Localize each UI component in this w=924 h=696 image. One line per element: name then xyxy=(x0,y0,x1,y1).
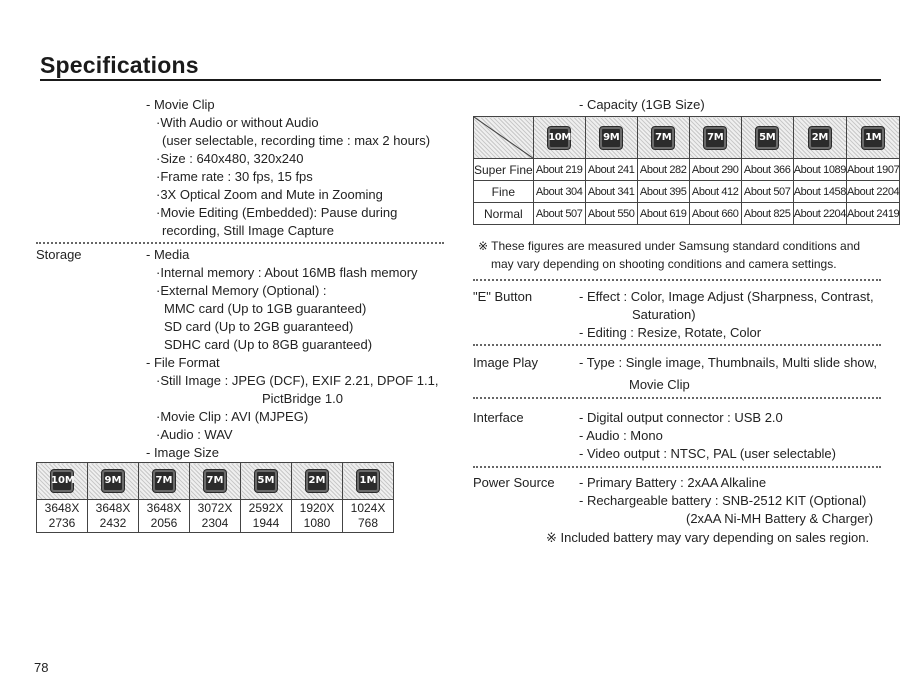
capacity-cell: About 507 xyxy=(533,203,585,225)
capacity-note: may vary depending on shooting conditions and camera settings. xyxy=(491,257,837,271)
capacity-cell: About 1089 xyxy=(793,159,846,181)
quality-label: Fine xyxy=(474,181,534,203)
resolution-7m-icon: 7M xyxy=(704,127,726,149)
power-source-line: - Primary Battery : 2xAA Alkaline xyxy=(579,475,767,490)
resolution-7m-wide-icon: 7M xyxy=(652,127,674,149)
capacity-cell: About 507 xyxy=(741,181,793,203)
media-line: SDHC card (Up to 8GB guaranteed) xyxy=(164,337,373,352)
media-line: ·External Memory (Optional) : xyxy=(156,283,327,298)
movie-clip-line: ·Movie Editing (Embedded): Pause during xyxy=(156,205,398,220)
power-source-line: - Rechargeable battery : SNB-2512 KIT (Optional) xyxy=(579,493,867,508)
image-width: 1920X xyxy=(299,501,335,515)
capacity-cell: About 825 xyxy=(741,203,793,225)
file-format-line: PictBridge 1.0 xyxy=(262,391,343,406)
resolution-1m-icon: 1M xyxy=(862,127,884,149)
capacity-cell: About 1458 xyxy=(793,181,846,203)
interface-line: - Audio : Mono xyxy=(579,428,663,443)
section-divider xyxy=(473,397,881,399)
image-height: 768 xyxy=(357,516,379,530)
resolution-7m-wide-icon: 7M xyxy=(153,470,175,492)
file-format-heading: - File Format xyxy=(146,355,220,370)
image-height: 2056 xyxy=(150,516,178,530)
image-play-line: - Type : Single image, Thumbnails, Multi slide show, xyxy=(579,355,877,370)
power-source-line: (2xAA Ni-MH Battery & Charger) xyxy=(686,511,874,526)
image-size-heading: - Image Size xyxy=(146,445,219,460)
resolution-10m-icon: 10M xyxy=(548,127,570,149)
resolution-1m-icon: 1M xyxy=(357,470,379,492)
movie-clip-line: recording, Still Image Capture xyxy=(162,223,334,238)
quality-label: Super Fine xyxy=(474,159,534,181)
capacity-cell: About 304 xyxy=(533,181,585,203)
title-underline xyxy=(40,79,881,81)
image-width: 3072X xyxy=(197,501,233,515)
file-format-line: ·Movie Clip : AVI (MJPEG) xyxy=(156,409,309,424)
image-width: 3648X xyxy=(44,501,80,515)
capacity-cell: About 282 xyxy=(637,159,689,181)
interface-line: - Video output : NTSC, PAL (user selectable) xyxy=(579,446,836,461)
resolution-5m-icon: 5M xyxy=(756,127,778,149)
e-button-line: - Editing : Resize, Rotate, Color xyxy=(579,325,762,340)
resolution-9m-icon: 9M xyxy=(600,127,622,149)
image-width: 2592X xyxy=(248,501,284,515)
media-heading: - Media xyxy=(146,247,190,262)
image-height: 1944 xyxy=(252,516,280,530)
image-play-line: Movie Clip xyxy=(629,377,690,392)
capacity-cell: About 290 xyxy=(689,159,741,181)
section-divider xyxy=(473,466,881,468)
movie-clip-line: ·Frame rate : 30 fps, 15 fps xyxy=(156,169,313,184)
e-button-label: "E" Button xyxy=(473,289,533,304)
section-divider xyxy=(36,242,444,244)
quality-label: Normal xyxy=(474,203,534,225)
capacity-heading: - Capacity (1GB Size) xyxy=(579,97,705,112)
resolution-9m-icon: 9M xyxy=(102,470,124,492)
movie-clip-line: ·Size : 640x480, 320x240 xyxy=(156,151,304,166)
capacity-cell: About 1907 xyxy=(846,159,899,181)
image-height: 2304 xyxy=(201,516,229,530)
movie-clip-line: ·With Audio or without Audio xyxy=(156,115,319,130)
media-line: MMC card (Up to 1GB guaranteed) xyxy=(164,301,367,316)
interface-label: Interface xyxy=(473,410,524,425)
section-divider xyxy=(473,279,881,281)
capacity-cell: About 2204 xyxy=(846,181,899,203)
page-title: Specifications xyxy=(40,52,199,78)
e-button-line: - Effect : Color, Image Adjust (Sharpness, Contrast, xyxy=(579,289,874,304)
storage-label: Storage xyxy=(36,247,82,262)
movie-clip-line: (user selectable, recording time : max 2 hours) xyxy=(162,133,431,148)
table-corner xyxy=(474,117,534,159)
capacity-note: ※ These figures are measured under Samsung standard conditions and xyxy=(478,239,861,253)
corner-diagonal xyxy=(474,117,533,158)
capacity-cell: About 366 xyxy=(741,159,793,181)
section-divider xyxy=(473,344,881,346)
power-source-label: Power Source xyxy=(473,475,555,490)
media-line: SD card (Up to 2GB guaranteed) xyxy=(164,319,354,334)
capacity-cell: About 395 xyxy=(637,181,689,203)
e-button-line: Saturation) xyxy=(632,307,696,322)
capacity-cell: About 241 xyxy=(585,159,637,181)
table-row xyxy=(474,159,900,181)
capacity-cell: About 619 xyxy=(637,203,689,225)
image-height: 2432 xyxy=(99,516,127,530)
capacity-cell: About 2204 xyxy=(793,203,846,225)
movie-clip-heading: - Movie Clip xyxy=(146,97,215,112)
power-source-note: ※ Included battery may vary depending on sales region. xyxy=(546,530,870,545)
capacity-cell: About 2419 xyxy=(846,203,899,225)
resolution-10m-icon: 10M xyxy=(51,470,73,492)
capacity-cell: About 550 xyxy=(585,203,637,225)
capacity-cell: About 660 xyxy=(689,203,741,225)
interface-line: - Digital output connector : USB 2.0 xyxy=(579,410,783,425)
image-width: 3648X xyxy=(146,501,182,515)
table-row xyxy=(474,203,900,225)
resolution-2m-icon: 2M xyxy=(809,127,831,149)
file-format-line: ·Audio : WAV xyxy=(156,427,233,442)
file-format-line: ·Still Image : JPEG (DCF), EXIF 2.21, DPOF 1.1, xyxy=(156,373,439,388)
image-height: 1080 xyxy=(303,516,331,530)
capacity-cell: About 219 xyxy=(533,159,585,181)
page-number: 78 xyxy=(34,660,49,675)
resolution-5m-icon: 5M xyxy=(255,470,277,492)
image-height: 2736 xyxy=(48,516,76,530)
capacity-table xyxy=(473,116,900,225)
capacity-cell: About 412 xyxy=(689,181,741,203)
resolution-2m-icon: 2M xyxy=(306,470,328,492)
media-line: ·Internal memory : About 16MB flash memory xyxy=(156,265,418,280)
image-play-label: Image Play xyxy=(473,355,539,370)
image-width: 3648X xyxy=(95,501,131,515)
capacity-cell: About 341 xyxy=(585,181,637,203)
table-row xyxy=(474,181,900,203)
movie-clip-line: ·3X Optical Zoom and Mute in Zooming xyxy=(156,187,383,202)
image-size-table xyxy=(36,462,394,533)
image-width: 1024X xyxy=(350,501,386,515)
resolution-7m-icon: 7M xyxy=(204,470,226,492)
